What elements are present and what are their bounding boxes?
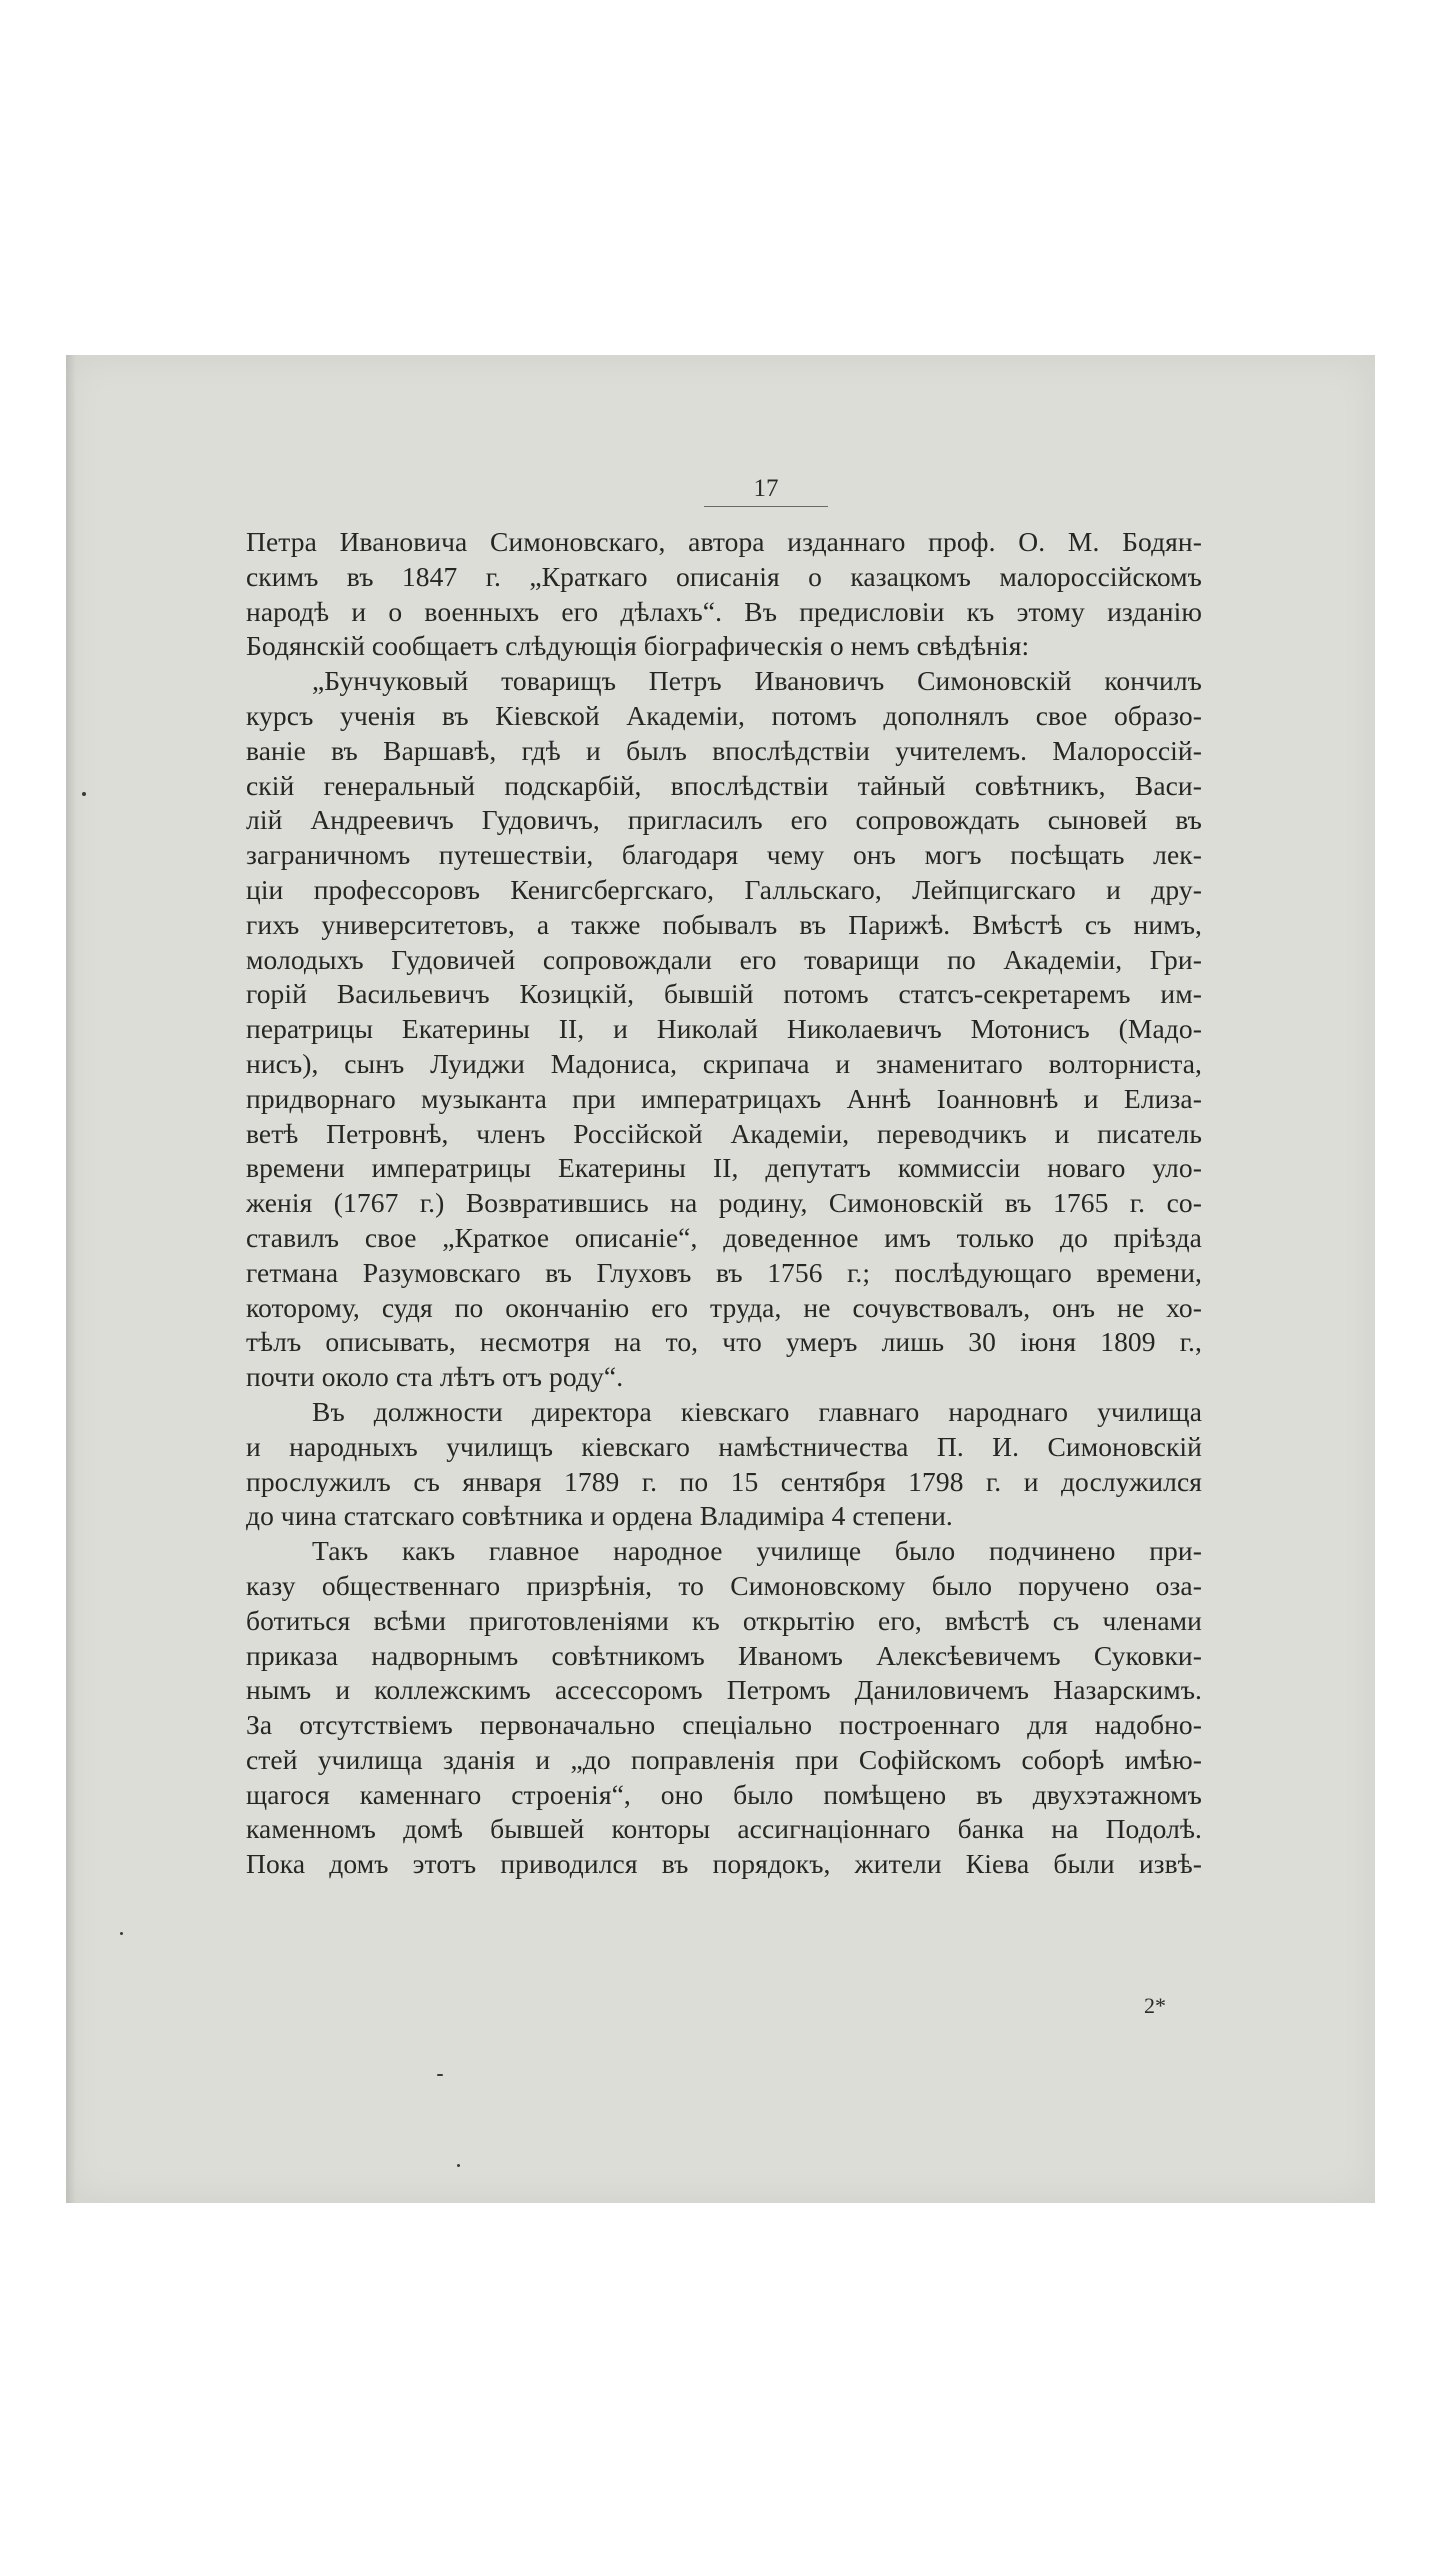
text-line: курсъ ученія въ Кіевской Академіи, потомъ дополнялъ свое образо-: [246, 699, 1202, 731]
text-line: „Бунчуковый товарищъ Петръ Ивановичъ Симоновскій кончилъ: [312, 665, 1202, 697]
paper-speck: [437, 2074, 443, 2076]
book-page: [66, 355, 1375, 2203]
text-line: народѣ и о военныхъ его дѣлахъ“. Въ предисловіи къ этому изданію: [246, 595, 1202, 627]
text-line: стей училища зданія и „до поправленія при Софійскомъ соборѣ имѣю-: [246, 1743, 1202, 1775]
text-line: молодыхъ Гудовичей сопровождали его товарищи по Академіи, Гри-: [246, 943, 1202, 975]
page-number: 17: [753, 475, 779, 502]
text-line: Петра Ивановича Симоновскаго, автора изданнаго проф. О. М. Бодян-: [246, 526, 1202, 557]
text-line: нисъ), сынъ Луиджи Мадониса, скрипача и знаменитаго волторниста,: [246, 1047, 1202, 1079]
body-text: [246, 525, 1202, 1882]
text-line: ператрицы Екатерины II, и Николай Николаевичъ Мотонисъ (Мадо-: [246, 1013, 1202, 1045]
text-line: ціи профессоровъ Кенигсбергскаго, Галльскаго, Лейпцигскаго и дру-: [246, 873, 1202, 905]
text-line: скимъ въ 1847 г. „Краткаго описанія о казацкомъ малороссійскомъ: [246, 560, 1202, 592]
text-line: За отсутствіемъ первоначально спеціально построеннаго для надобно-: [246, 1709, 1202, 1741]
text-line: Въ должности директора кіевскаго главнаго народнаго училища: [312, 1395, 1202, 1427]
text-line: Бодянскій сообщаетъ слѣдующія біографическія о немъ свѣдѣнія:: [246, 630, 1030, 662]
text-line: нымъ и коллежскимъ ассессоромъ Петромъ Даниловичемъ Назарскимъ.: [246, 1674, 1202, 1706]
text-line: казу общественнаго призрѣнія, то Симоновскому было поручено оза-: [246, 1569, 1202, 1601]
text-line: ботиться всѣми приготовленіями къ открытію его, вмѣстѣ съ членами: [246, 1604, 1202, 1636]
text-line: каменномъ домѣ бывшей конторы ассигнаціоннаго банка на Подолѣ.: [246, 1813, 1202, 1845]
paper-speck: [82, 792, 86, 796]
paper-speck: [120, 1932, 123, 1935]
text-line: женія (1767 г.) Возвратившись на родину, Симоновскій въ 1765 г. со-: [246, 1187, 1202, 1219]
text-line: Такъ какъ главное народное училище было подчинено при-: [312, 1535, 1202, 1567]
text-line: до чина статскаго совѣтника и ордена Владиміра 4 степени.: [246, 1500, 953, 1532]
text-line: времени императрицы Екатерины II, депутатъ коммиссіи новаго уло-: [246, 1152, 1202, 1184]
paper-speck: [457, 2164, 460, 2167]
text-line: ставилъ свое „Краткое описаніе“, доведенное имъ только до пріѣзда: [246, 1221, 1202, 1253]
text-line: Пока домъ этотъ приводился въ порядокъ, жители Кіева были извѣ-: [246, 1848, 1202, 1880]
text-line: горій Васильевичъ Козицкій, бывшій потомъ статсъ-секретаремъ им-: [246, 978, 1202, 1010]
text-line: тѣлъ описывать, несмотря на то, что умеръ лишь 30 іюня 1809 г.,: [246, 1326, 1202, 1358]
page-number-rule: [704, 506, 828, 507]
text-line: скій генеральный подскарбій, впослѣдствіи тайный совѣтникъ, Васи-: [246, 769, 1202, 801]
text-line: лій Андреевичъ Гудовичъ, пригласилъ его сопровождать сыновей въ: [246, 804, 1202, 836]
text-line: придворнаго музыканта при императрицахъ Аннѣ Іоанновнѣ и Елиза-: [246, 1082, 1202, 1114]
text-line: и народныхъ училищъ кіевскаго намѣстничества П. И. Симоновскій: [246, 1430, 1202, 1462]
text-line: которому, судя по окончанію его труда, не сочувствовалъ, онъ не хо-: [246, 1291, 1202, 1323]
text-line: ветѣ Петровнѣ, членъ Россійской Академіи, переводчикъ и писатель: [246, 1117, 1202, 1149]
text-line: почти около ста лѣтъ отъ роду“.: [246, 1361, 624, 1393]
signature-mark: 2*: [1144, 1993, 1166, 2018]
text-line: щагося каменнаго строенія“, оно было помѣщено въ двухэтажномъ: [246, 1778, 1202, 1810]
text-line: приказа надворнымъ совѣтникомъ Иваномъ Алексѣевичемъ Суковки-: [246, 1639, 1202, 1671]
text-line: гетмана Разумовскаго въ Глуховъ въ 1756 г.; послѣдующаго времени,: [246, 1256, 1202, 1288]
text-line: заграничномъ путешествіи, благодаря чему онъ могъ посѣщать лек-: [246, 839, 1202, 871]
text-line: прослужилъ съ января 1789 г. по 15 сентября 1798 г. и дослужился: [246, 1465, 1202, 1497]
text-line: гихъ университетовъ, а также побывалъ въ Парижѣ. Вмѣстѣ съ нимъ,: [246, 908, 1202, 940]
text-line: ваніе въ Варшавѣ, гдѣ и былъ впослѣдствіи учителемъ. Малороссій-: [246, 734, 1202, 766]
